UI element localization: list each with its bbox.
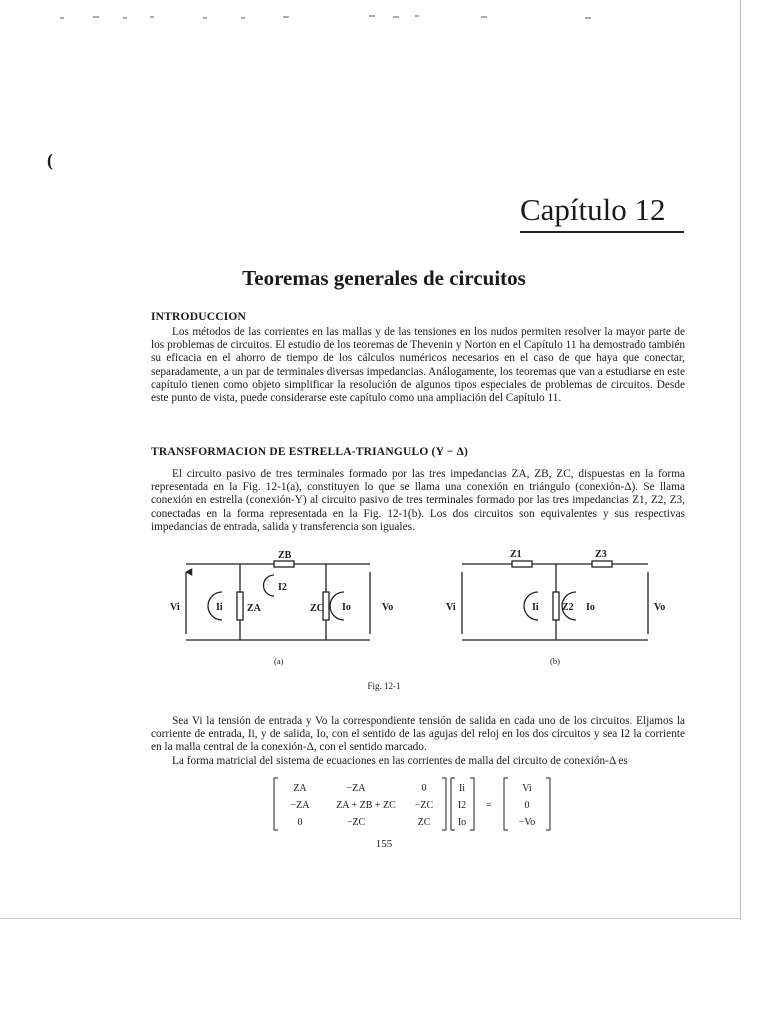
bracket-left-rhs (504, 778, 508, 830)
loop-arrow-i2-a (264, 575, 275, 596)
matrix-cell: ZA + ZB + ZC (336, 800, 396, 811)
label-vi-b: Vi (446, 602, 456, 613)
figure-12-1 (150, 548, 690, 668)
paragraph: El circuito pasivo de tres terminales formado por las tres impedancias ZA, ZB, ZC, dispuestas en la forma representada en la Fig. 12-1(a), constituyen lo que se llama una conexión en triángulo (conexión-Δ). Se llama conexión en estrella (conexión-Y) al circuito pasivo de tres terminales formado por las tres impedancias Z1, Z2, Z3, conectadas en la forma representada en la Fig. 12-1(b). Los dos circuitos son equivalentes y sus respectivas impedancias de entrada, salida y transferencia son iguales. (151, 468, 685, 533)
current-cell: I2 (457, 800, 467, 811)
label-vo-b: Vo (654, 602, 666, 613)
bracket-right-coeff (442, 778, 446, 830)
paragraph: Sea Vi la tensión de entrada y Vo la correspondiente tensión de salida en cada uno de los circuitos. Eljamos la corriente de entrada, Ii, y de salida, Io, con el sentido de las agujas del reloj en los dos circuitos y sea I2 la corriente en la malla central de la conexión-Δ, con el sentido marcado. (151, 715, 685, 754)
chapter-label: Capítulo 12 (520, 192, 666, 227)
equals-sign: = (486, 800, 492, 811)
matrix-cell: 0 (421, 783, 427, 794)
label-z3: Z3 (595, 549, 607, 560)
label-i2-a: I2 (278, 582, 287, 593)
impedance-z2 (553, 592, 559, 620)
label-z2: Z2 (562, 602, 574, 613)
matrix-cell: 0 (297, 817, 303, 828)
matrix-cell: −ZA (290, 800, 310, 811)
bracket-right-rhs (546, 778, 550, 830)
label-io-a: Io (342, 602, 351, 613)
paragraph: Los métodos de las corrientes en las mallas y de las tensiones en los nudos permiten resolver la mayor parte de los problemas de circuitos. El estudio de los teoremas de Thevenin y Norton en el Capítulo 11 ha demostrado también su eficacia en el ahorro de tiempo de los cálculos numéricos necesarios en el caso de que haya que conectar, separadamente, a un par de terminales diversas impedancias. Análogamente, los teoremas que van a estudiarse en este capítulo tienen como objeto simplificar la resolución de algunos tipos especiales de problemas de circuitos. Desde este punto de vista, puede considerarse este capítulo como una ampliación del Capítulo 11. (151, 326, 685, 405)
scan-edge-bottom (0, 918, 741, 919)
section-heading-transform: TRANSFORMACION DE ESTRELLA-TRIANGULO (Y − Δ) (151, 446, 469, 458)
impedance-za (237, 592, 243, 620)
label-ii-b: Ii (532, 602, 539, 613)
section-transform-text (151, 468, 685, 534)
matrix-equation (270, 776, 560, 832)
label-io-b: Io (586, 602, 595, 613)
bracket-right-currents (470, 778, 474, 830)
page-title: Teoremas generales de circuitos (242, 266, 526, 290)
label-vi-a: Vi (170, 602, 180, 613)
section-after-figure (151, 715, 685, 768)
label-zc: ZC (310, 603, 324, 614)
matrix-cell: −ZC (414, 800, 434, 811)
subfigure-label-a: (a) (274, 656, 284, 666)
figure-caption: Fig. 12-1 (367, 681, 401, 691)
impedance-z3 (592, 561, 612, 567)
subfigure-label-b: (b) (550, 656, 560, 666)
matrix-cell: −ZC (346, 817, 366, 828)
bracket-left-coeff (274, 778, 278, 830)
current-cell: Io (457, 817, 467, 828)
label-zb: ZB (278, 550, 292, 561)
label-ii-a: Ii (216, 602, 223, 613)
page-number: 155 (375, 838, 393, 850)
matrix-cell: ZA (293, 783, 307, 794)
label-za: ZA (247, 603, 261, 614)
rhs-cell: 0 (524, 800, 530, 811)
impedance-zb (274, 561, 294, 567)
label-vo-a: Vo (382, 602, 394, 613)
section-heading-intro: INTRODUCCION (151, 311, 247, 323)
chapter-underline (520, 231, 684, 233)
current-cell: Ii (458, 783, 466, 794)
matrix-cell: −ZA (346, 783, 366, 794)
rhs-cell: Vi (522, 783, 532, 794)
scan-noise-top (55, 6, 615, 26)
scan-mark: ( (47, 150, 53, 170)
bracket-left-currents (451, 778, 455, 830)
scan-edge-right (740, 0, 741, 920)
paragraph: La forma matricial del sistema de ecuaciones en las corrientes de malla del circuito de conexión-Δ es (172, 754, 628, 767)
label-z1: Z1 (510, 549, 522, 560)
rhs-cell: −Vo (518, 817, 536, 828)
impedance-z1 (512, 561, 532, 567)
matrix-cell: ZC (417, 817, 431, 828)
section-intro-text (151, 326, 685, 405)
